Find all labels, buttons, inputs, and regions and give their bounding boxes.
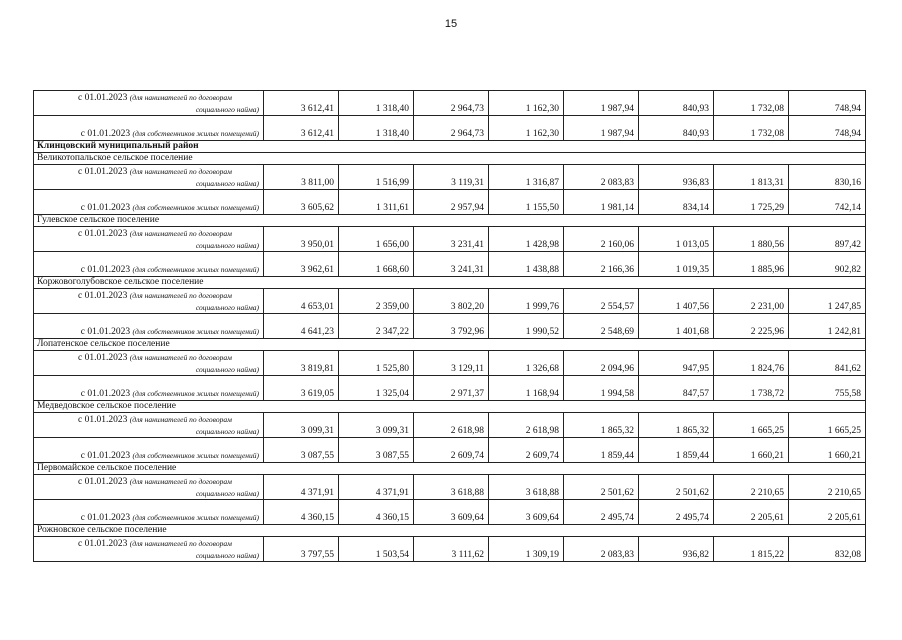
settlement-header-row bbox=[34, 339, 866, 351]
district-name: Клинцовский муниципальный район bbox=[34, 141, 866, 153]
tariff-row bbox=[34, 351, 866, 376]
tariff-value-cell: 1 665,25 bbox=[714, 413, 789, 438]
tariff-value-cell: 4 641,23 bbox=[264, 314, 339, 339]
row-date: с 01.01.2023 bbox=[80, 451, 131, 461]
tariff-row bbox=[34, 475, 866, 500]
settlement-header-row bbox=[34, 277, 866, 289]
row-label bbox=[34, 475, 264, 500]
row-date: с 01.01.2023 bbox=[78, 415, 128, 425]
tariff-value-cell: 3 099,31 bbox=[264, 413, 339, 438]
row-label bbox=[34, 413, 264, 438]
tariff-value-cell: 1 162,30 bbox=[489, 91, 564, 116]
tariff-value-cell: 1 316,87 bbox=[489, 165, 564, 190]
row-date: с 01.01.2023 bbox=[80, 389, 131, 399]
tariff-value-cell: 840,93 bbox=[639, 116, 714, 141]
tariff-value-cell: 2 971,37 bbox=[414, 376, 489, 401]
tariff-value-cell: 3 618,88 bbox=[489, 475, 564, 500]
tariff-value-cell: 1 242,81 bbox=[789, 314, 866, 339]
tariff-value-cell: 936,83 bbox=[639, 165, 714, 190]
row-date: с 01.01.2023 bbox=[80, 129, 131, 139]
row-label bbox=[34, 116, 264, 141]
tariff-value-cell: 3 619,05 bbox=[264, 376, 339, 401]
tariff-value-cell: 1 732,08 bbox=[714, 91, 789, 116]
row-label bbox=[34, 190, 264, 215]
row-date: с 01.01.2023 bbox=[80, 513, 131, 523]
tariff-value-cell: 3 241,31 bbox=[414, 252, 489, 277]
row-date: с 01.01.2023 bbox=[78, 167, 128, 177]
settlement-header-row bbox=[34, 153, 866, 165]
tariff-value-cell: 3 609,64 bbox=[489, 500, 564, 525]
row-note-continued: социального найма) bbox=[195, 365, 259, 374]
settlement-name: Первомайское сельское поселение bbox=[34, 463, 866, 475]
tariff-value-cell: 3 797,55 bbox=[264, 537, 339, 562]
row-date: с 01.01.2023 bbox=[78, 291, 128, 301]
tariff-value-cell: 1 668,60 bbox=[339, 252, 414, 277]
tariff-value-cell: 2 083,83 bbox=[564, 165, 639, 190]
page-number: 15 bbox=[444, 18, 458, 30]
row-date: с 01.01.2023 bbox=[78, 229, 128, 239]
tariff-value-cell: 1 309,19 bbox=[489, 537, 564, 562]
tariff-value-cell: 3 802,20 bbox=[414, 289, 489, 314]
tariff-value-cell: 748,94 bbox=[789, 91, 866, 116]
row-note: (для собственников жилых помещений) bbox=[132, 327, 259, 336]
tariff-value-cell: 3 811,00 bbox=[264, 165, 339, 190]
row-note: (для нанимателей по договорам bbox=[129, 291, 232, 300]
tariff-value-cell: 841,62 bbox=[789, 351, 866, 376]
tariff-value-cell: 1 824,76 bbox=[714, 351, 789, 376]
tariff-value-cell: 1 162,30 bbox=[489, 116, 564, 141]
settlement-name: Лопатенское сельское поселение bbox=[34, 339, 866, 351]
tariff-value-cell: 2 225,96 bbox=[714, 314, 789, 339]
tariff-value-cell: 4 371,91 bbox=[264, 475, 339, 500]
tariff-row bbox=[34, 190, 866, 215]
tariff-row bbox=[34, 413, 866, 438]
tariff-value-cell: 2 495,74 bbox=[564, 500, 639, 525]
tariff-value-cell: 2 094,96 bbox=[564, 351, 639, 376]
tariff-value-cell: 2 205,61 bbox=[714, 500, 789, 525]
row-note: (для нанимателей по договорам bbox=[129, 539, 232, 548]
row-label bbox=[34, 438, 264, 463]
tariff-value-cell: 1 865,32 bbox=[639, 413, 714, 438]
row-label bbox=[34, 91, 264, 116]
settlement-name: Рожновское сельское поселение bbox=[34, 525, 866, 537]
settlement-header-row bbox=[34, 215, 866, 227]
tariff-value-cell: 3 609,64 bbox=[414, 500, 489, 525]
tariff-value-cell: 1 859,44 bbox=[639, 438, 714, 463]
row-label bbox=[34, 537, 264, 562]
tariff-value-cell: 2 548,69 bbox=[564, 314, 639, 339]
row-note: (для нанимателей по договорам bbox=[129, 167, 232, 176]
tariff-value-cell: 2 957,94 bbox=[414, 190, 489, 215]
tariff-value-cell: 2 618,98 bbox=[414, 413, 489, 438]
row-note: (для нанимателей по договорам bbox=[129, 229, 232, 238]
tariff-value-cell: 1 999,76 bbox=[489, 289, 564, 314]
row-note: (для собственников жилых помещений) bbox=[132, 265, 259, 274]
row-date: с 01.01.2023 bbox=[78, 353, 128, 363]
tariff-value-cell: 1 725,29 bbox=[714, 190, 789, 215]
tariff-row bbox=[34, 116, 866, 141]
tariff-value-cell: 2 210,65 bbox=[789, 475, 866, 500]
row-note: (для собственников жилых помещений) bbox=[132, 513, 259, 522]
tariff-value-cell: 3 612,41 bbox=[264, 116, 339, 141]
tariff-value-cell: 1 859,44 bbox=[564, 438, 639, 463]
district-header-row bbox=[34, 141, 866, 153]
tariff-value-cell: 3 111,62 bbox=[414, 537, 489, 562]
tariff-value-cell: 3 605,62 bbox=[264, 190, 339, 215]
tariff-row bbox=[34, 376, 866, 401]
tariff-value-cell: 1 503,54 bbox=[339, 537, 414, 562]
tariff-row bbox=[34, 165, 866, 190]
tariff-value-cell: 2 495,74 bbox=[639, 500, 714, 525]
tariff-row bbox=[34, 314, 866, 339]
tariff-value-cell: 834,14 bbox=[639, 190, 714, 215]
row-label bbox=[34, 252, 264, 277]
settlement-name: Медведовское сельское поселение bbox=[34, 401, 866, 413]
tariff-row bbox=[34, 252, 866, 277]
row-label bbox=[34, 227, 264, 252]
row-note-continued: социального найма) bbox=[195, 179, 259, 188]
row-note-continued: социального найма) bbox=[195, 427, 259, 436]
tariff-value-cell: 4 360,15 bbox=[339, 500, 414, 525]
tariff-value-cell: 1 665,25 bbox=[789, 413, 866, 438]
tariff-value-cell: 3 099,31 bbox=[339, 413, 414, 438]
tariff-value-cell: 902,82 bbox=[789, 252, 866, 277]
tariff-value-cell: 748,94 bbox=[789, 116, 866, 141]
tariff-value-cell: 2 609,74 bbox=[414, 438, 489, 463]
tariff-value-cell: 1 994,58 bbox=[564, 376, 639, 401]
row-date: с 01.01.2023 bbox=[80, 265, 131, 275]
settlement-header-row bbox=[34, 401, 866, 413]
row-note: (для нанимателей по договорам bbox=[129, 415, 232, 424]
tariff-value-cell: 1 987,94 bbox=[564, 91, 639, 116]
row-label bbox=[34, 351, 264, 376]
row-note: (для нанимателей по договорам bbox=[129, 93, 232, 102]
row-note: (для собственников жилых помещений) bbox=[132, 389, 259, 398]
tariff-value-cell: 3 962,61 bbox=[264, 252, 339, 277]
row-note-continued: социального найма) bbox=[195, 303, 259, 312]
row-note: (для собственников жилых помещений) bbox=[132, 203, 259, 212]
tariff-value-cell: 1 880,56 bbox=[714, 227, 789, 252]
tariff-value-cell: 840,93 bbox=[639, 91, 714, 116]
row-date: с 01.01.2023 bbox=[78, 477, 128, 487]
tariff-value-cell: 1 438,88 bbox=[489, 252, 564, 277]
row-label bbox=[34, 376, 264, 401]
tariff-value-cell: 936,82 bbox=[639, 537, 714, 562]
tariff-value-cell: 1 813,31 bbox=[714, 165, 789, 190]
tariff-value-cell: 742,14 bbox=[789, 190, 866, 215]
tariff-row bbox=[34, 227, 866, 252]
tariff-value-cell: 2 083,83 bbox=[564, 537, 639, 562]
tariff-value-cell: 3 618,88 bbox=[414, 475, 489, 500]
tariff-value-cell: 1 656,00 bbox=[339, 227, 414, 252]
tariff-value-cell: 847,57 bbox=[639, 376, 714, 401]
tariff-value-cell: 1 516,99 bbox=[339, 165, 414, 190]
tariff-value-cell: 3 792,96 bbox=[414, 314, 489, 339]
tariff-value-cell: 1 247,85 bbox=[789, 289, 866, 314]
tariff-row bbox=[34, 537, 866, 562]
tariff-value-cell: 3 087,55 bbox=[339, 438, 414, 463]
tariff-value-cell: 3 087,55 bbox=[264, 438, 339, 463]
row-label bbox=[34, 165, 264, 190]
settlement-header-row bbox=[34, 525, 866, 537]
tariff-table bbox=[33, 90, 866, 562]
tariff-row bbox=[34, 500, 866, 525]
row-note-continued: социального найма) bbox=[195, 551, 259, 560]
tariff-value-cell: 1 401,68 bbox=[639, 314, 714, 339]
tariff-value-cell: 1 407,56 bbox=[639, 289, 714, 314]
settlement-header-row bbox=[34, 463, 866, 475]
tariff-value-cell: 1 311,61 bbox=[339, 190, 414, 215]
tariff-value-cell: 3 119,31 bbox=[414, 165, 489, 190]
settlement-name: Гулевское сельское поселение bbox=[34, 215, 866, 227]
tariff-value-cell: 2 160,06 bbox=[564, 227, 639, 252]
tariff-value-cell: 947,95 bbox=[639, 351, 714, 376]
tariff-value-cell: 1 318,40 bbox=[339, 91, 414, 116]
row-date: с 01.01.2023 bbox=[78, 539, 128, 549]
tariff-value-cell: 2 964,73 bbox=[414, 91, 489, 116]
tariff-value-cell: 2 347,22 bbox=[339, 314, 414, 339]
row-note: (для собственников жилых помещений) bbox=[132, 451, 259, 460]
tariff-value-cell: 755,58 bbox=[789, 376, 866, 401]
row-note-continued: социального найма) bbox=[195, 489, 259, 498]
row-date: с 01.01.2023 bbox=[78, 93, 128, 103]
tariff-value-cell: 4 371,91 bbox=[339, 475, 414, 500]
tariff-value-cell: 1 155,50 bbox=[489, 190, 564, 215]
tariff-value-cell: 2 231,00 bbox=[714, 289, 789, 314]
tariff-value-cell: 1 981,14 bbox=[564, 190, 639, 215]
row-note-continued: социального найма) bbox=[195, 241, 259, 250]
tariff-row bbox=[34, 289, 866, 314]
tariff-value-cell: 2 618,98 bbox=[489, 413, 564, 438]
tariff-value-cell: 1 428,98 bbox=[489, 227, 564, 252]
tariff-row bbox=[34, 91, 866, 116]
tariff-value-cell: 2 359,00 bbox=[339, 289, 414, 314]
row-label bbox=[34, 314, 264, 339]
tariff-value-cell: 2 205,61 bbox=[789, 500, 866, 525]
tariff-value-cell: 2 166,36 bbox=[564, 252, 639, 277]
tariff-value-cell: 1 865,32 bbox=[564, 413, 639, 438]
tariff-value-cell: 1 326,68 bbox=[489, 351, 564, 376]
tariff-value-cell: 3 129,11 bbox=[414, 351, 489, 376]
tariff-value-cell: 1 318,40 bbox=[339, 116, 414, 141]
tariff-value-cell: 2 554,57 bbox=[564, 289, 639, 314]
row-note: (для собственников жилых помещений) bbox=[132, 129, 259, 138]
tariff-row bbox=[34, 438, 866, 463]
tariff-value-cell: 3 819,81 bbox=[264, 351, 339, 376]
tariff-value-cell: 4 360,15 bbox=[264, 500, 339, 525]
row-note-continued: социального найма) bbox=[195, 105, 259, 114]
row-note: (для нанимателей по договорам bbox=[129, 477, 232, 486]
tariff-value-cell: 3 231,41 bbox=[414, 227, 489, 252]
tariff-value-cell: 1 660,21 bbox=[789, 438, 866, 463]
tariff-value-cell: 1 660,21 bbox=[714, 438, 789, 463]
tariff-value-cell: 1 885,96 bbox=[714, 252, 789, 277]
tariff-value-cell: 1 987,94 bbox=[564, 116, 639, 141]
tariff-value-cell: 830,16 bbox=[789, 165, 866, 190]
tariff-value-cell: 1 019,35 bbox=[639, 252, 714, 277]
settlement-name: Великотопальское сельское поселение bbox=[34, 153, 866, 165]
tariff-value-cell: 3 612,41 bbox=[264, 91, 339, 116]
tariff-value-cell: 1 732,08 bbox=[714, 116, 789, 141]
tariff-value-cell: 2 609,74 bbox=[489, 438, 564, 463]
tariff-value-cell: 2 210,65 bbox=[714, 475, 789, 500]
tariff-value-cell: 2 964,73 bbox=[414, 116, 489, 141]
tariff-value-cell: 2 501,62 bbox=[564, 475, 639, 500]
tariff-value-cell: 1 013,05 bbox=[639, 227, 714, 252]
row-date: с 01.01.2023 bbox=[80, 327, 131, 337]
tariff-value-cell: 2 501,62 bbox=[639, 475, 714, 500]
tariff-value-cell: 832,08 bbox=[789, 537, 866, 562]
tariff-value-cell: 4 653,01 bbox=[264, 289, 339, 314]
row-label bbox=[34, 289, 264, 314]
tariff-value-cell: 1 815,22 bbox=[714, 537, 789, 562]
tariff-value-cell: 1 525,80 bbox=[339, 351, 414, 376]
row-label bbox=[34, 500, 264, 525]
tariff-value-cell: 1 168,94 bbox=[489, 376, 564, 401]
tariff-value-cell: 3 950,01 bbox=[264, 227, 339, 252]
tariff-value-cell: 1 990,52 bbox=[489, 314, 564, 339]
row-note: (для нанимателей по договорам bbox=[129, 353, 232, 362]
settlement-name: Коржовоголубовское сельское поселение bbox=[34, 277, 866, 289]
tariff-value-cell: 1 738,72 bbox=[714, 376, 789, 401]
row-date: с 01.01.2023 bbox=[80, 203, 131, 213]
tariff-value-cell: 1 325,04 bbox=[339, 376, 414, 401]
tariff-value-cell: 897,42 bbox=[789, 227, 866, 252]
